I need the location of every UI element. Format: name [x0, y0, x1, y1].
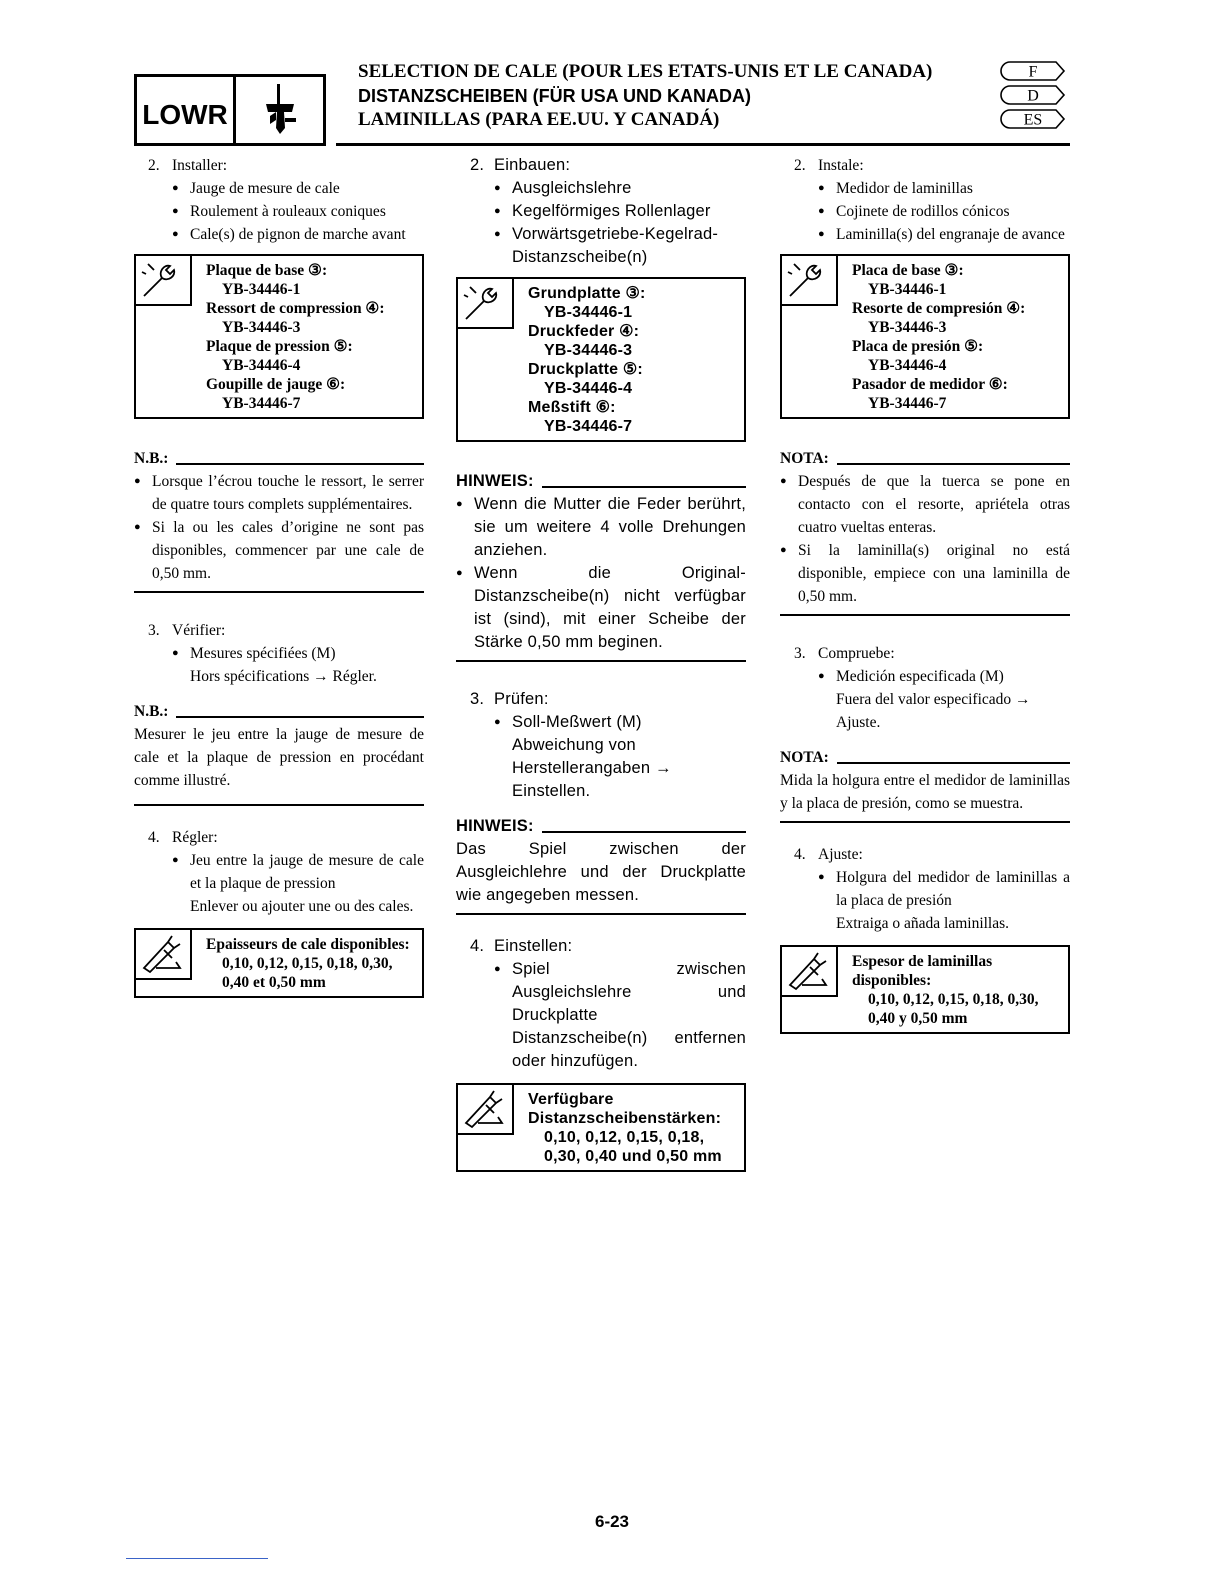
tool-label: Grundplatte ③: — [528, 285, 646, 302]
de-spec-box — [456, 1083, 746, 1172]
es-step-3-number: 3. — [794, 645, 806, 662]
title-es: LAMINILLAS (PARA EE.UU. Y CANADÁ) — [358, 109, 720, 130]
es-step-4-sub: Extraiga o añada laminillas. — [836, 915, 1010, 932]
note-label: NOTA: — [780, 749, 829, 766]
fr-step-2-title: Installer: — [172, 157, 228, 174]
es-step-3 — [780, 642, 1070, 665]
lang-badge-de-label: D — [1027, 87, 1039, 105]
list-item: ● Si la ou les cales d’origine ne sont pas disponibles, commencer par une cale de 0,50 mm. — [134, 516, 424, 585]
de-step-2-number: 2. — [470, 156, 485, 174]
es-note-1-heading — [780, 447, 1070, 470]
tool-part-number: YB-34446-3 — [868, 319, 947, 336]
spec-value: 0,10, 0,12, 0,15, 0,18, 0,30, 0,40 et 0,50 mm — [222, 955, 393, 991]
lang-badge-de — [1000, 84, 1066, 106]
de-step-2 — [456, 154, 746, 177]
fr-step-2-list — [134, 177, 424, 246]
tool-label: Resorte de compresión ④: — [852, 300, 1026, 317]
de-note-1-list — [456, 493, 746, 654]
de-step-4-title: Einstellen: — [494, 937, 573, 955]
spec-label: Espesor de laminillas disponibles: — [852, 953, 993, 989]
de-step-3-sub: Abweichung von Herstellerangaben → Einstellen. — [512, 736, 672, 800]
list-item: ● Soll-Meßwert (M) — [494, 711, 746, 734]
list-item: ● Jeu entre la jauge de mesure de cale et la plaque de pression — [172, 849, 424, 895]
fr-step-3-number: 3. — [148, 622, 160, 639]
lang-badge-es-label: ES — [1023, 111, 1043, 129]
tool-label: Druckfeder ④: — [528, 323, 640, 340]
list-item: ● Holgura del medidor de laminillas a la placa de presión — [818, 866, 1070, 912]
tool-label: Meßstift ⑥: — [528, 399, 616, 416]
list-item: ● Cale(s) de pignon de marche avant — [172, 223, 424, 246]
tool-label: Placa de presión ⑤: — [852, 338, 984, 355]
column-french — [134, 154, 424, 998]
tool-part-number: YB-34446-7 — [544, 418, 633, 435]
list-item: ● Wenn die Mutter die Feder berührt, sie um weitere 4 volle Drehungen anziehen. — [456, 493, 746, 562]
list-item: ● Cojinete de rodillos cónicos — [818, 200, 1070, 223]
caliper-icon — [456, 1083, 514, 1135]
list-item: ● Después de que la tuerca se pone en contacto con el resorte, apriétela otras cuatro vueltas enteras. — [780, 470, 1070, 539]
es-note-2-text: Mida la holgura entre el medidor de laminillas y la placa de presión, como se muestra. — [780, 772, 1070, 812]
tool-part-number: YB-34446-4 — [868, 357, 947, 374]
list-item: ● Mesures spécifiées (M) — [172, 642, 424, 665]
tool-part-number: YB-34446-4 — [544, 380, 633, 397]
fr-note-1-heading — [134, 447, 424, 470]
fr-special-tools-box — [134, 254, 424, 419]
tool-part-number: YB-34446-3 — [544, 342, 633, 359]
fr-step-4-list — [134, 849, 424, 895]
spec-value: 0,10, 0,12, 0,15, 0,18, 0,30, 0,40 y 0,50 mm — [868, 991, 1039, 1027]
tool-part-number: YB-34446-3 — [222, 319, 301, 336]
tool-part-number: YB-34446-7 — [868, 395, 947, 412]
list-item: ● Spiel zwischen Ausgleichslehre und Druckplatte — [494, 958, 746, 1027]
tool-label: Pasador de medidor ⑥: — [852, 376, 1008, 393]
lang-badge-es — [1000, 108, 1066, 130]
fr-step-3-sub: Hors spécifications → Régler. — [190, 668, 377, 685]
list-item: ● Si la laminilla(s) original no está disponible, empiece con una laminilla de 0,50 mm. — [780, 539, 1070, 608]
fr-note-1-list — [134, 470, 424, 585]
es-step-3-title: Compruebe: — [818, 645, 895, 662]
outboard-motor-lower-unit-icon — [236, 77, 323, 143]
es-step-3-sub: Fuera del valor especificado → Ajuste. — [836, 691, 1031, 731]
section-box — [134, 74, 326, 146]
tool-part-number: YB-34446-1 — [544, 304, 633, 321]
es-step-4-title: Ajuste: — [818, 846, 863, 863]
list-item: ● Medición especificada (M) — [818, 665, 1070, 688]
spec-value: 0,10, 0,12, 0,15, 0,18, 0,30, 0,40 und 0,50 mm — [544, 1129, 722, 1165]
de-step-4-list — [456, 958, 746, 1027]
fr-step-2-number: 2. — [148, 157, 160, 174]
tool-part-number: YB-34446-4 — [222, 357, 301, 374]
list-item: ● Roulement à rouleaux coniques — [172, 200, 424, 223]
spec-label: Epaisseurs de cale disponibles: — [206, 936, 410, 953]
fr-spec-box — [134, 928, 424, 998]
section-code: LOWR — [137, 77, 236, 143]
de-note-2-text: Das Spiel zwischen der Ausgleichlehre und der Druckplatte wie angegeben messen. — [456, 840, 746, 904]
column-spanish — [780, 154, 1070, 1034]
special-tool-icon — [456, 277, 514, 329]
caliper-icon — [780, 945, 838, 997]
es-step-2-list — [780, 177, 1070, 246]
es-step-2-number: 2. — [794, 157, 806, 174]
footer-line — [126, 1558, 268, 1559]
title-fr: SELECTION DE CALE (POUR LES ETATS-UNIS ET LE CANADA) — [358, 61, 933, 82]
spec-label: Verfügbare Distanzscheibenstärken: — [528, 1091, 722, 1127]
fr-note-2-heading — [134, 700, 424, 723]
de-step-4-number: 4. — [470, 937, 485, 955]
es-note-1-list — [780, 470, 1070, 608]
es-step-4-list — [780, 866, 1070, 912]
page-number: 6-23 — [594, 1512, 630, 1531]
de-step-3-list — [456, 711, 746, 734]
de-note-2-heading — [456, 815, 746, 838]
es-step-3-list — [780, 665, 1070, 688]
list-item: ● Jauge de mesure de cale — [172, 177, 424, 200]
tool-label: Ressort de compression ④: — [206, 300, 385, 317]
note-label: HINWEIS: — [456, 472, 534, 490]
column-german — [456, 154, 746, 1172]
fr-step-4-number: 4. — [148, 829, 160, 846]
list-item: ● Wenn die Original-Distanzscheibe(n) nicht verfügbar ist (sind), mit einer Scheibe der Stärke 0,50 mm beginen. — [456, 562, 746, 654]
list-item: ● Kegelförmiges Rollenlager — [494, 200, 746, 223]
de-step-3 — [456, 688, 746, 711]
fr-note-2-text: Mesurer le jeu entre la jauge de mesure de cale et la plaque de pression en procédant comme illustré. — [134, 726, 424, 789]
fr-step-3-title: Vérifier: — [172, 622, 226, 639]
fr-step-3-list — [134, 642, 424, 665]
de-step-3-number: 3. — [470, 690, 485, 708]
fr-step-2 — [134, 154, 424, 177]
note-label: HINWEIS: — [456, 817, 534, 835]
title-de: DISTANZSCHEIBEN (FÜR USA UND KANADA) — [358, 86, 751, 106]
de-step-2-list — [456, 177, 746, 269]
note-label: N.B.: — [134, 450, 169, 467]
caliper-icon — [134, 928, 192, 980]
list-item: ● Ausgleichslehre — [494, 177, 746, 200]
de-step-3-title: Prüfen: — [494, 690, 549, 708]
list-item: ● Medidor de laminillas — [818, 177, 1070, 200]
es-step-2 — [780, 154, 1070, 177]
fr-step-3 — [134, 619, 424, 642]
note-label: NOTA: — [780, 450, 829, 467]
de-step-4 — [456, 935, 746, 958]
list-item: ● Laminilla(s) del engranaje de avance — [818, 223, 1070, 246]
page-titles — [358, 60, 998, 132]
tool-part-number: YB-34446-1 — [222, 281, 301, 298]
de-step-2-title: Einbauen: — [494, 156, 571, 174]
language-badges — [1000, 60, 1070, 132]
es-step-2-title: Instale: — [818, 157, 864, 174]
tool-label: Goupille de jauge ⑥: — [206, 376, 346, 393]
tool-label: Plaque de pression ⑤: — [206, 338, 353, 355]
tool-label: Druckplatte ⑤: — [528, 361, 643, 378]
header-rule — [336, 143, 1070, 146]
tool-part-number: YB-34446-1 — [868, 281, 947, 298]
fr-step-4-sub: Enlever ou ajouter une ou des cales. — [190, 898, 414, 915]
es-step-4 — [780, 843, 1070, 866]
fr-step-4-title: Régler: — [172, 829, 218, 846]
special-tool-icon — [134, 254, 192, 306]
es-note-2-heading — [780, 746, 1070, 769]
list-item: ● Lorsque l’écrou touche le ressort, le serrer de quatre tours complets supplémentaires. — [134, 470, 424, 516]
list-item: ● Vorwärtsgetriebe-Kegelrad-Distanzscheibe(n) — [494, 223, 746, 269]
lang-badge-fr — [1000, 60, 1066, 82]
es-special-tools-box — [780, 254, 1070, 419]
lang-badge-fr-label: F — [1028, 63, 1038, 81]
note-label: N.B.: — [134, 703, 169, 720]
fr-step-4 — [134, 826, 424, 849]
special-tool-icon — [780, 254, 838, 306]
tool-label: Plaque de base ③: — [206, 262, 328, 279]
es-spec-box — [780, 945, 1070, 1034]
de-special-tools-box — [456, 277, 746, 442]
de-step-4-sub: Distanzscheibe(n) entfernen oder hinzufügen. — [512, 1029, 746, 1070]
tool-label: Placa de base ③: — [852, 262, 964, 279]
de-note-1-heading — [456, 470, 746, 493]
es-step-4-number: 4. — [794, 846, 806, 863]
tool-part-number: YB-34446-7 — [222, 395, 301, 412]
